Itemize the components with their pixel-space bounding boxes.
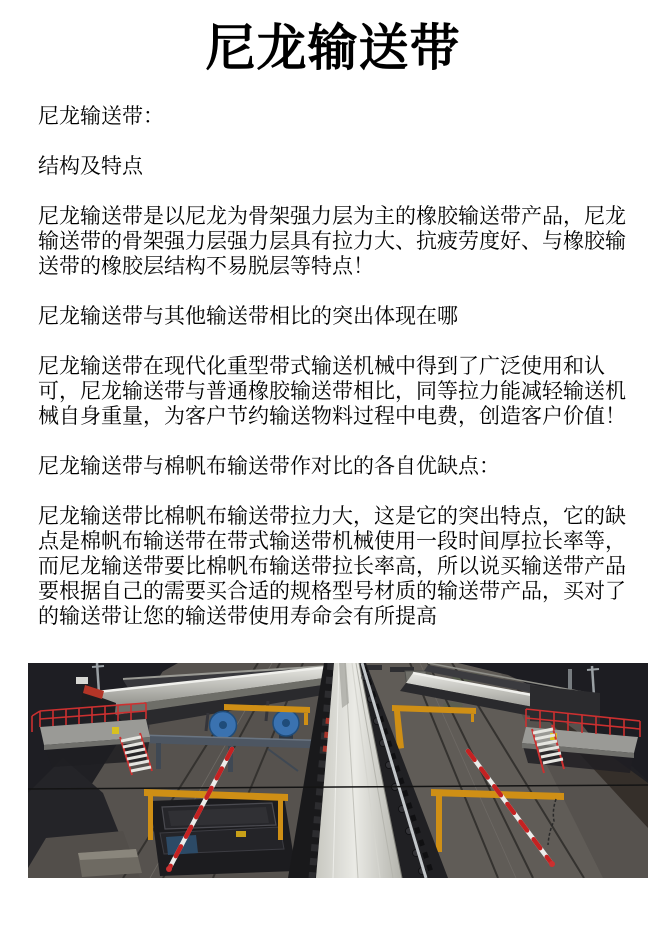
conveyor-photo-illustration: [28, 663, 648, 878]
page-title: 尼龙输送带: [205, 20, 461, 76]
paragraph-canvas-heading: 尼龙输送带与棉帆布输送带作对比的各自优缺点：: [38, 455, 500, 478]
conveyor-photo: [28, 663, 648, 878]
paragraph-intro: 尼龙输送带：: [38, 105, 164, 128]
paragraph-compare-detail: 尼龙输送带在现代化重型带式输送机械中得到了广泛使用和认可，尼龙输送带与普通橡胶输送带相比，同等拉力能减轻输送机械自身重量，为客户节约输送物料过程中电费，创造客户价值！: [38, 355, 626, 428]
paragraph-structure-detail: 尼龙输送带是以尼龙为骨架强力层为主的橡胶输送带产品，尼龙输送带的骨架强力层强力层具有拉力大、抗疲劳度好、与橡胶输送带的橡胶层结构不易脱层等特点！: [38, 205, 626, 278]
paragraph-structure-heading: 结构及特点: [38, 155, 143, 178]
article-body: [38, 104, 628, 629]
paragraph-compare-heading: 尼龙输送带与其他输送带相比的突出体现在哪: [38, 305, 458, 328]
left-warning-sign: [112, 727, 119, 734]
paragraph-canvas-detail: 尼龙输送带比棉帆布输送带拉力大，这是它的突出特点，它的缺点是棉帆布输送带在带式输送带机械使用一段时间厚拉长率等，而尼龙输送带要比棉帆布输送带拉长率高，所以说买输送带产品要根据自己的需要买合适的规格型号材质的输送带产品，买对了的输送带让您的输送带使用寿命会有所提高: [38, 505, 626, 628]
